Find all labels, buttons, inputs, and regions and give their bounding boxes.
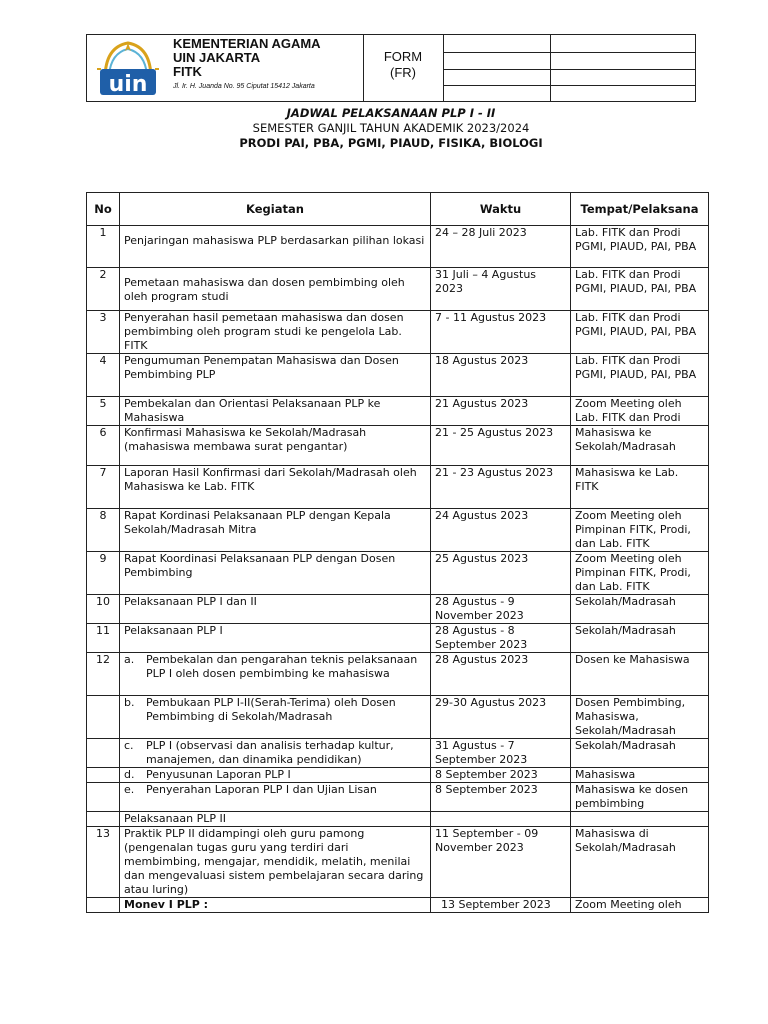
cell-kegiatan: Rapat Kordinasi Pelaksanaan PLP dengan Kepala Sekolah/Madrasah Mitra bbox=[120, 509, 431, 552]
table-row bbox=[87, 812, 709, 827]
cell-no: 5 bbox=[87, 397, 120, 426]
cell-waktu: 29-30 Agustus 2023 bbox=[431, 696, 571, 739]
header-tempat: Tempat/Pelaksana bbox=[571, 193, 709, 226]
header-kegiatan: Kegiatan bbox=[120, 193, 431, 226]
cell-tempat: Mahasiswa ke dosen pembimbing bbox=[571, 783, 709, 812]
table-row bbox=[87, 768, 709, 783]
cell-tempat: Mahasiswa ke Lab. FITK bbox=[571, 466, 709, 509]
cell-kegiatan: Penyerahan Laporan PLP I dan Ujian Lisan bbox=[146, 783, 377, 796]
table-cell bbox=[120, 226, 431, 268]
cell-tempat: Dosen Pembimbing, Mahasiswa, Sekolah/Madrasah bbox=[571, 696, 709, 739]
cell-tempat bbox=[571, 812, 709, 827]
uin-logo-icon bbox=[91, 39, 165, 97]
cell-waktu: 21 Agustus 2023 bbox=[431, 397, 571, 426]
cell-no: 11 bbox=[87, 624, 120, 653]
table-cell bbox=[120, 696, 431, 739]
table-row bbox=[87, 898, 709, 913]
cell-tempat: Lab. FITK dan Prodi PGMI, PIAUD, PAI, PBA bbox=[571, 311, 709, 354]
table-cell bbox=[120, 783, 431, 812]
form-code: (FR) bbox=[390, 65, 416, 80]
cell-waktu: 24 – 28 Juli 2023 bbox=[431, 226, 571, 268]
form-label: FORM bbox=[383, 49, 423, 64]
cell-no bbox=[87, 812, 120, 827]
cell-no bbox=[87, 783, 120, 812]
cell-tempat: Mahasiswa ke Sekolah/Madrasah bbox=[571, 426, 709, 466]
cell-tempat: Dosen ke Mahasiswa bbox=[571, 653, 709, 696]
cell-no bbox=[87, 739, 120, 768]
cell-kegiatan: PLP I (observasi dan analisis terhadap kultur, manajemen, dan dinamika pendidikan) bbox=[146, 739, 394, 766]
table-row bbox=[87, 268, 709, 311]
cell-no bbox=[87, 898, 120, 913]
table-row bbox=[87, 509, 709, 552]
table-row bbox=[87, 827, 709, 898]
cell-kegiatan: Penjaringan mahasiswa PLP berdasarkan pilihan lokasi bbox=[124, 234, 425, 247]
table-row bbox=[87, 653, 709, 696]
cell-tempat: Zoom Meeting oleh Pimpinan FITK, Prodi, dan Lab. FITK bbox=[571, 552, 709, 595]
schedule-table bbox=[86, 192, 709, 913]
prodi-subtitle: PRODI PAI, PBA, PGMI, PIAUD, FISIKA, BIOLOGI bbox=[239, 136, 543, 150]
cell-waktu: 31 Juli – 4 Agustus 2023 bbox=[431, 268, 571, 311]
cell-no bbox=[87, 696, 120, 739]
cell-kegiatan: Laporan Hasil Konfirmasi dari Sekolah/Madrasah oleh Mahasiswa ke Lab. FITK bbox=[120, 466, 431, 509]
cell-kegiatan: Konfirmasi Mahasiswa ke Sekolah/Madrasah (mahasiswa membawa surat pengantar) bbox=[120, 426, 431, 466]
cell-waktu: 7 - 11 Agustus 2023 bbox=[431, 311, 571, 354]
semester-subtitle: SEMESTER GANJIL TAHUN AKADEMIK 2023/2024 bbox=[252, 121, 530, 135]
cell-tempat: Mahasiswa di Sekolah/Madrasah bbox=[575, 827, 676, 854]
cell-no: 1 bbox=[87, 226, 120, 268]
cell-waktu: 28 Agustus - 9 November 2023 bbox=[431, 595, 571, 624]
ministry-name: KEMENTERIAN AGAMA bbox=[173, 36, 321, 51]
institution-address: Jl. Ir. H. Juanda No. 95 Ciputat 15412 Jakarta bbox=[173, 83, 315, 90]
table-cell bbox=[120, 739, 431, 768]
cell-kegiatan: Pengumuman Penempatan Mahasiswa dan Dosen Pembimbing PLP bbox=[120, 354, 431, 397]
cell-tempat: Zoom Meeting oleh bbox=[571, 898, 709, 913]
cell-tempat: Mahasiswa bbox=[571, 768, 709, 783]
table-row bbox=[87, 311, 709, 354]
cell-waktu: 13 September 2023 bbox=[431, 898, 571, 913]
item-marker: c. bbox=[124, 739, 134, 752]
cell-no: 3 bbox=[87, 311, 120, 354]
table-cell bbox=[120, 768, 431, 783]
cell-waktu: 11 September - 09 November 2023 bbox=[435, 827, 539, 854]
cell-kegiatan: Pelaksanaan PLP II bbox=[120, 812, 431, 827]
cell-waktu: 24 Agustus 2023 bbox=[431, 509, 571, 552]
cell-kegiatan: Monev I PLP : bbox=[120, 898, 431, 913]
cell-no: 2 bbox=[87, 268, 120, 311]
item-marker: e. bbox=[124, 783, 135, 796]
table-row bbox=[87, 739, 709, 768]
table-row bbox=[87, 595, 709, 624]
cell-kegiatan: Pembukaan PLP I-II(Serah-Terima) oleh Dosen Pembimbing di Sekolah/Madrasah bbox=[146, 696, 396, 723]
cell-waktu: 8 September 2023 bbox=[431, 768, 571, 783]
table-row bbox=[87, 466, 709, 509]
cell-kegiatan: Pemetaan mahasiswa dan dosen pembimbing oleh oleh program studi bbox=[124, 276, 405, 303]
cell-waktu: 28 Agustus 2023 bbox=[431, 653, 571, 696]
cell-no: 10 bbox=[87, 595, 120, 624]
cell-waktu: 21 - 25 Agustus 2023 bbox=[431, 426, 571, 466]
cell-waktu: 8 September 2023 bbox=[431, 783, 571, 812]
cell-no: 4 bbox=[87, 354, 120, 397]
cell-tempat: Lab. FITK dan Prodi PGMI, PIAUD, PAI, PBA bbox=[571, 268, 709, 311]
table-row bbox=[87, 226, 709, 268]
cell-tempat: Lab. FITK dan Prodi PGMI, PIAUD, PAI, PBA bbox=[571, 354, 709, 397]
header-no: No bbox=[87, 193, 120, 226]
cell-kegiatan: Penyusunan Laporan PLP I bbox=[146, 768, 291, 781]
cell-no: 8 bbox=[87, 509, 120, 552]
table-row bbox=[87, 696, 709, 739]
cell-waktu bbox=[431, 812, 571, 827]
table-cell bbox=[431, 827, 571, 898]
cell-kegiatan: Praktik PLP II didampingi oleh guru pamong (pengenalan tugas guru yang terdiri dari membimbing, mengajar, mendidik, melatih, menilai dan mengevaluasi sistem pembelajaran secara daring atau luring) bbox=[120, 827, 431, 898]
form-label-block bbox=[363, 49, 443, 81]
table-cell bbox=[571, 827, 709, 898]
item-marker: d. bbox=[124, 768, 135, 781]
cell-kegiatan: Pelaksanaan PLP I bbox=[120, 624, 431, 653]
logo-text: uin bbox=[108, 72, 148, 97]
cell-no: 7 bbox=[87, 466, 120, 509]
cell-tempat: Zoom Meeting oleh Lab. FITK dan Prodi bbox=[571, 397, 709, 426]
cell-no: 12 bbox=[87, 653, 120, 696]
table-row bbox=[87, 783, 709, 812]
cell-kegiatan: Pembekalan dan pengarahan teknis pelaksanaan PLP I oleh dosen pembimbing ke mahasiswa bbox=[146, 653, 418, 680]
table-row bbox=[87, 552, 709, 595]
table-row bbox=[87, 426, 709, 466]
cell-tempat: Sekolah/Madrasah bbox=[571, 595, 709, 624]
document-titles bbox=[86, 106, 696, 151]
cell-waktu: 28 Agustus - 8 September 2023 bbox=[431, 624, 571, 653]
table-header-row bbox=[87, 193, 709, 226]
cell-waktu: 21 - 23 Agustus 2023 bbox=[431, 466, 571, 509]
cell-no: 9 bbox=[87, 552, 120, 595]
item-marker: a. bbox=[124, 653, 135, 666]
header-waktu: Waktu bbox=[431, 193, 571, 226]
table-row bbox=[87, 624, 709, 653]
cell-no: 6 bbox=[87, 426, 120, 466]
table-row bbox=[87, 397, 709, 426]
cell-tempat: Zoom Meeting oleh Pimpinan FITK, Prodi, dan Lab. FITK bbox=[571, 509, 709, 552]
item-marker: b. bbox=[124, 696, 135, 709]
cell-tempat: Sekolah/Madrasah bbox=[571, 739, 709, 768]
cell-no bbox=[87, 768, 120, 783]
cell-waktu: 31 Agustus - 7 September 2023 bbox=[431, 739, 571, 768]
table-row bbox=[87, 354, 709, 397]
faculty-name: FITK bbox=[173, 64, 202, 79]
table-cell bbox=[120, 653, 431, 696]
cell-tempat: Sekolah/Madrasah bbox=[571, 624, 709, 653]
form-info-grid bbox=[443, 35, 695, 101]
cell-kegiatan: Pembekalan dan Orientasi Pelaksanaan PLP ke Mahasiswa bbox=[120, 397, 431, 426]
schedule-title: JADWAL PELAKSANAAN PLP I - II bbox=[286, 106, 496, 120]
cell-kegiatan: Penyerahan hasil pemetaan mahasiswa dan dosen pembimbing oleh program studi ke pengelola Lab. FITK bbox=[120, 311, 431, 354]
cell-tempat: Lab. FITK dan Prodi PGMI, PIAUD, PAI, PBA bbox=[571, 226, 709, 268]
cell-waktu: 25 Agustus 2023 bbox=[431, 552, 571, 595]
university-name: UIN JAKARTA bbox=[173, 50, 261, 65]
cell-waktu: 18 Agustus 2023 bbox=[431, 354, 571, 397]
cell-no: 13 bbox=[87, 827, 120, 898]
cell-kegiatan: Pelaksanaan PLP I dan II bbox=[120, 595, 431, 624]
table-cell bbox=[120, 268, 431, 311]
document-header bbox=[86, 34, 696, 102]
cell-kegiatan: Rapat Koordinasi Pelaksanaan PLP dengan Dosen Pembimbing bbox=[120, 552, 431, 595]
